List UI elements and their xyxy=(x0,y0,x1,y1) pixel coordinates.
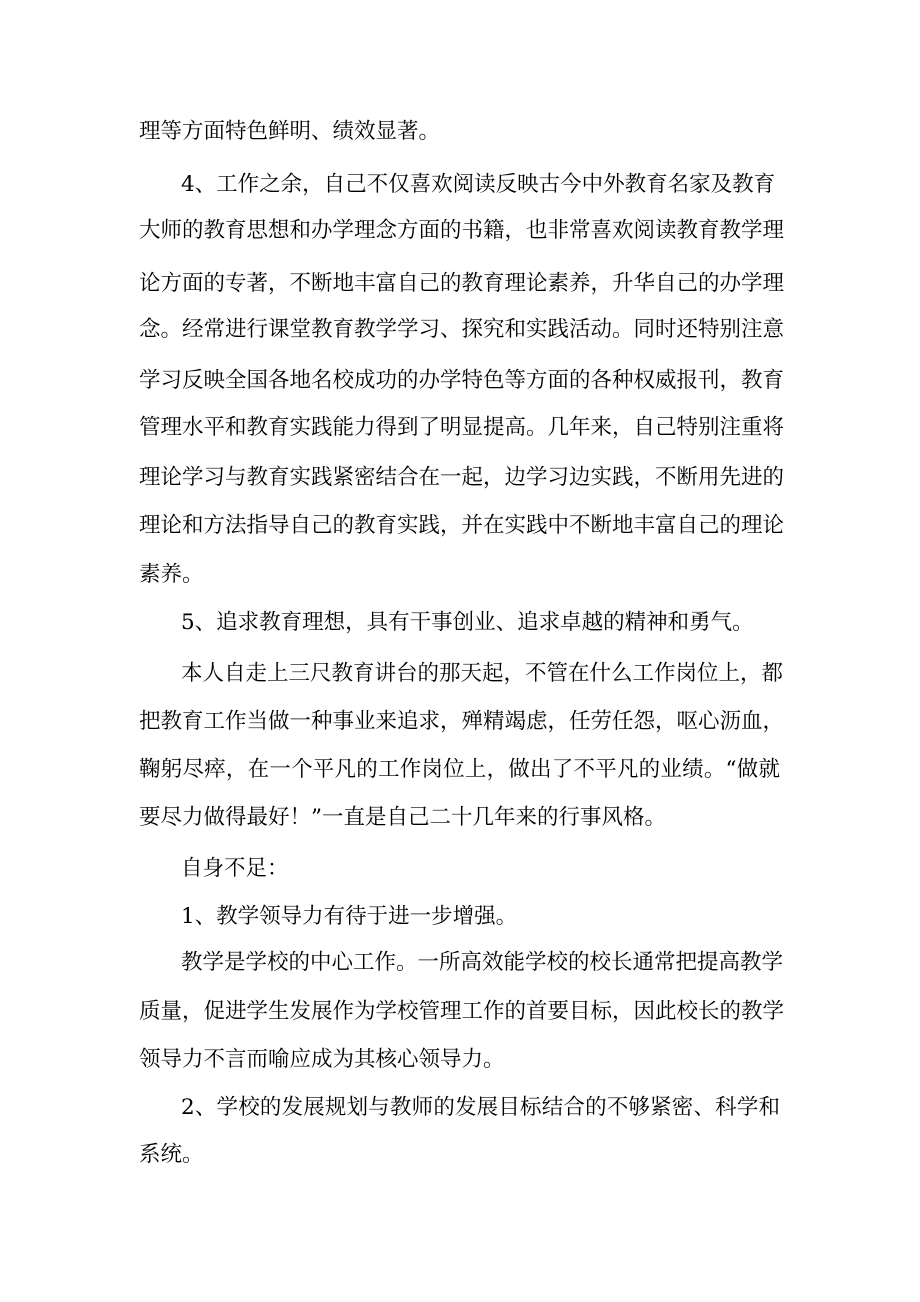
text-line: 领导力不言而喻应成为其核心领导力。 xyxy=(139,1047,505,1072)
section-heading: 自身不足： xyxy=(181,856,289,881)
text-line: 念。经常进行课堂教育教学学习、探究和实践活动。同时还特别注意 xyxy=(139,317,785,342)
text-line: 要尽力做得最好！”一直是自己二十几年来的行事风格。 xyxy=(139,805,666,830)
text-line: 鞠躬尽瘁，在一个平凡的工作岗位上，做出了不平凡的业绩。“做就 xyxy=(139,757,780,782)
paragraph-first-line: 4、工作之余，自己不仅喜欢阅读反映古今中外教育名家及教育 xyxy=(181,172,776,197)
text-line: 学习反映全国各地名校成功的办学特色等方面的各种权威报刊，教育 xyxy=(139,368,785,393)
text-line: 把教育工作当做一种事业来追求，殚精竭虑，任劳任怨，呕心沥血， xyxy=(139,709,785,734)
paragraph-first-line: 2、学校的发展规划与教师的发展目标结合的不够紧密、科学和 xyxy=(181,1095,780,1120)
text-line: 大师的教育思想和办学理念方面的书籍，也非常喜欢阅读教育教学理 xyxy=(139,218,785,243)
text-line: 理等方面特色鲜明、绩效显著。 xyxy=(139,119,441,144)
text-line: 论方面的专著，不断地丰富自己的教育理论素养，升华自己的办学理 xyxy=(139,271,785,296)
text-line: 系统。 xyxy=(139,1142,204,1167)
text-line: 理论学习与教育实践紧密结合在一起，边学习边实践，不断用先进的 xyxy=(139,465,785,490)
text-line: 素养。 xyxy=(139,562,204,587)
paragraph-first-line: 教学是学校的中心工作。一所高效能学校的校长通常把提高教学 xyxy=(181,950,784,975)
text-line: 管理水平和教育实践能力得到了明显提高。几年来，自己特别注重将 xyxy=(139,415,785,440)
paragraph-first-line: 1、教学领导力有待于进一步增强。 xyxy=(181,904,518,929)
text-line: 质量，促进学生发展作为学校管理工作的首要目标，因此校长的教学 xyxy=(139,999,785,1024)
text-line: 理论和方法指导自己的教育实践，并在实践中不断地丰富自己的理论 xyxy=(139,513,785,538)
paragraph-first-line: 5、追求教育理想，具有干事创业、追求卓越的精神和勇气。 xyxy=(181,610,754,635)
paragraph-first-line: 本人自走上三尺教育讲台的那天起，不管在什么工作岗位上，都 xyxy=(181,661,784,686)
